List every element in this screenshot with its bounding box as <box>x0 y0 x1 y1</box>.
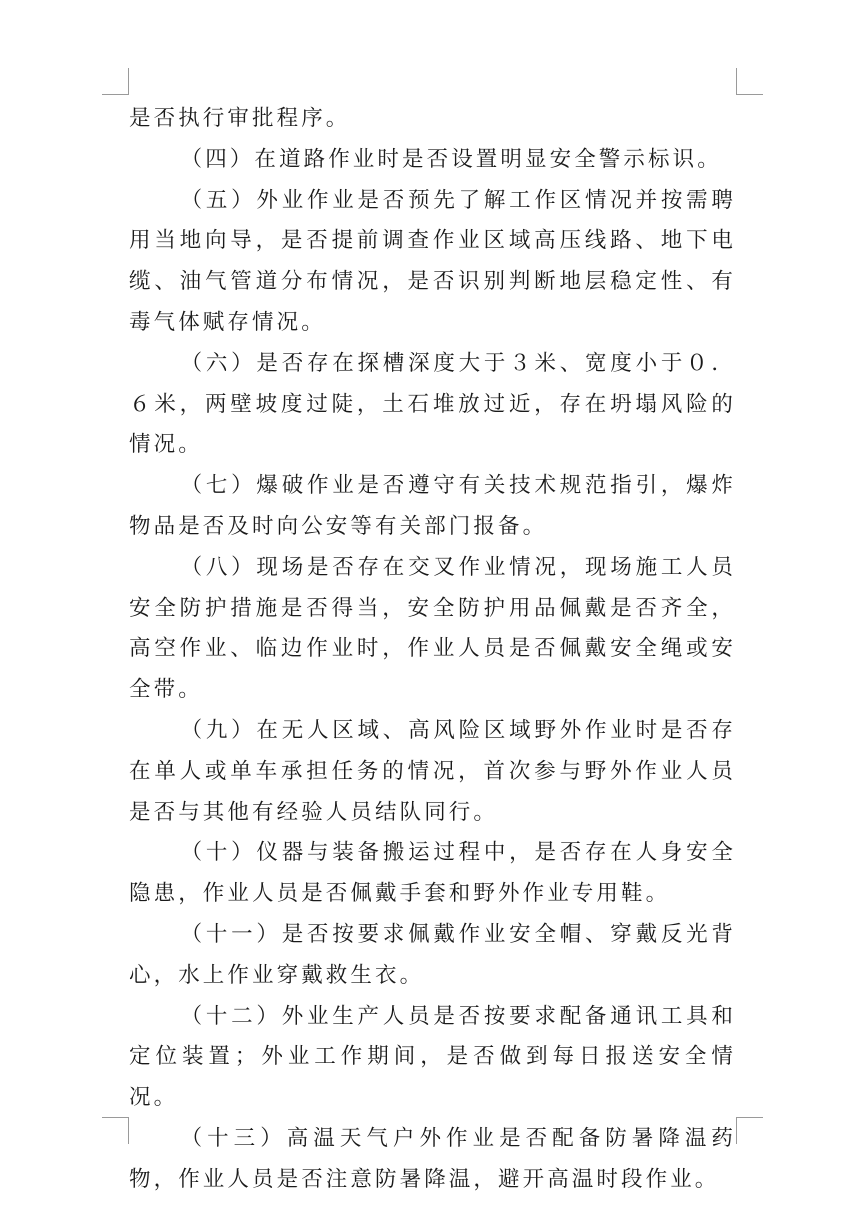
paragraph-item-8: （八）现场是否存在交叉作业情况，现场施工人员安全防护措施是否得当，安全防护用品佩戴是否齐全，高空作业、临边作业时，作业人员是否佩戴安全绳或安全带。 <box>129 554 736 703</box>
crop-mark-top-left <box>102 68 129 95</box>
paragraph-item-6: （六）是否存在探槽深度大于３米、宽度小于０．６米，两壁坡度过陡，土石堆放过近，存在坍塌风险的情况。 <box>129 350 736 458</box>
paragraph-item-10: （十）仪器与装备搬运过程中，是否存在人身安全隐患，作业人员是否佩戴手套和野外作业专用鞋。 <box>129 840 736 907</box>
paragraph-item-4: （四）在道路作业时是否设置明显安全警示标识。 <box>180 146 722 172</box>
crop-mark-bottom-left <box>102 1117 129 1144</box>
crop-mark-bottom-right <box>736 1117 763 1144</box>
paragraph-item-13: （十三）高温天气户外作业是否配备防暑降温药物，作业人员是否注意防暑降温，避开高温时段作业。 <box>129 1125 736 1192</box>
paragraph-continued: 是否执行审批程序。 <box>129 106 351 131</box>
crop-mark-top-right <box>736 68 763 95</box>
paragraph-item-11: （十一）是否按要求佩戴作业安全帽、穿戴反光背心，水上作业穿戴救生衣。 <box>129 921 736 988</box>
paragraph-item-7: （七）爆破作业是否遵守有关技术规范指引，爆炸物品是否及时向公安等有关部门报备。 <box>129 473 736 539</box>
document-body <box>129 99 736 1201</box>
paragraph-item-9: （九）在无人区域、高风险区域野外作业时是否存在单人或单车承担任务的情况，首次参与野外作业人员是否与其他有经验人员结队同行。 <box>129 717 736 825</box>
paragraph-item-12: （十二）外业生产人员是否按要求配备通讯工具和定位装置；外业工作期间，是否做到每日报送安全情况。 <box>129 1003 736 1111</box>
paragraph-item-5: （五）外业作业是否预先了解工作区情况并按需聘用当地向导，是否提前调查作业区域高压线路、地下电缆、油气管道分布情况，是否识别判断地层稳定性、有毒气体赋存情况。 <box>129 187 736 335</box>
